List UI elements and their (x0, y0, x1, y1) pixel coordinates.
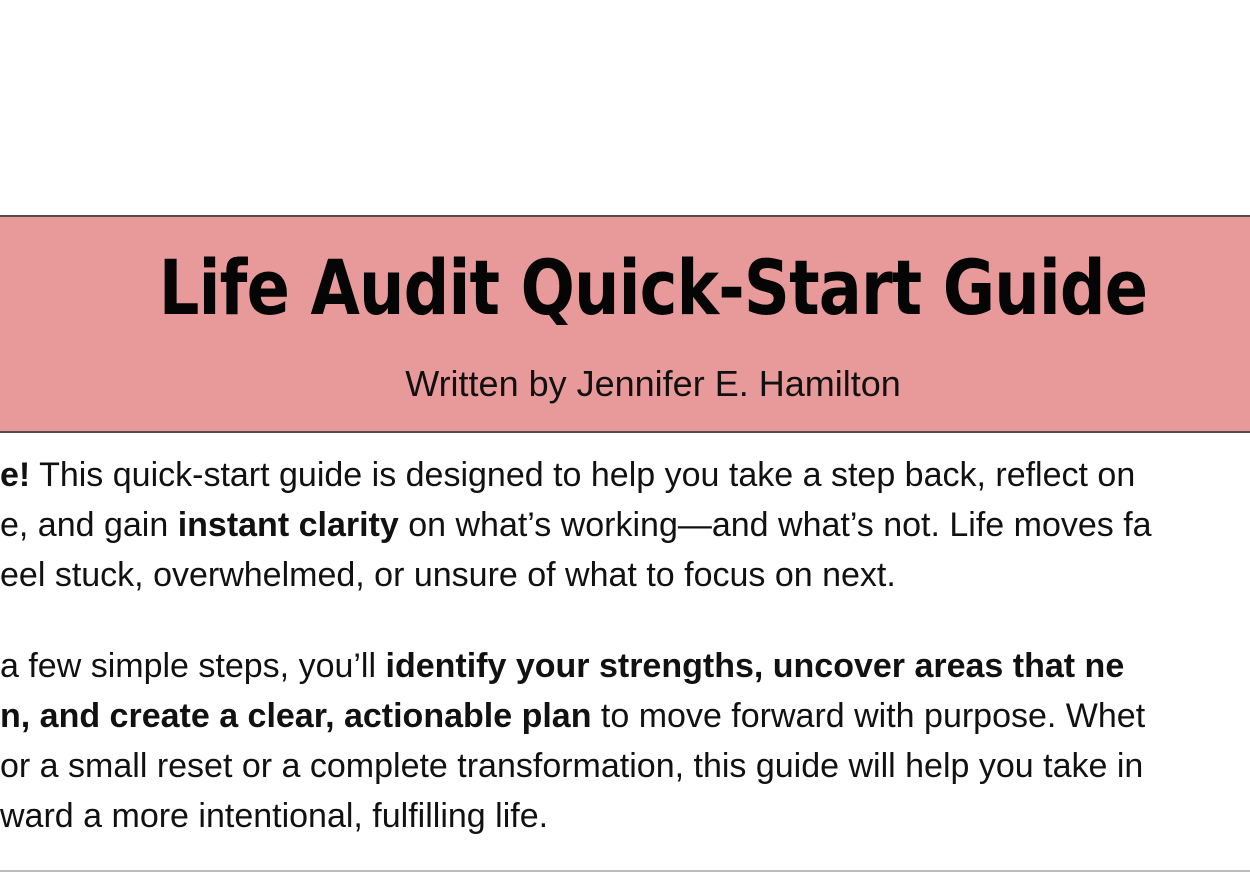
steps-line-1 (0, 641, 1250, 691)
steps-bold-strengths: identify your strengths, uncover areas that ne (385, 647, 1125, 685)
intro-line-1 (0, 450, 1250, 500)
intro-text: eel stuck, overwhelmed, or unsure of what to focus on next. (0, 556, 896, 594)
intro-text: on what’s working—and what’s not. Life moves fa (398, 506, 1152, 544)
document-title: Life Audit Quick-Start Guide (158, 243, 1148, 332)
author-byline: Written by Jennifer E. Hamilton (405, 363, 901, 404)
intro-bold-clarity: instant clarity (177, 506, 399, 544)
intro-line-3 (0, 550, 1250, 600)
steps-line-4 (0, 791, 1250, 841)
steps-line-2 (0, 691, 1250, 741)
intro-text: This quick-start guide is designed to help you take a step back, reflect on (30, 456, 1136, 494)
steps-paragraph (0, 641, 1250, 841)
steps-line-3 (0, 741, 1250, 791)
intro-paragraph (0, 450, 1250, 600)
steps-bold-plan: n, and create a clear, actionable plan (0, 697, 592, 735)
intro-line-2 (0, 500, 1250, 550)
steps-text: or a small reset or a complete transformation, this guide will help you take in (0, 747, 1144, 785)
intro-text: e, and gain (0, 506, 178, 544)
steps-text: ward a more intentional, fulfilling life. (0, 797, 549, 835)
intro-bold-welcome: e! (0, 456, 31, 494)
steps-text: to move forward with purpose. Whet (591, 697, 1146, 735)
page-bottom-divider (0, 870, 1250, 872)
steps-text: a few simple steps, you’ll (0, 647, 386, 685)
